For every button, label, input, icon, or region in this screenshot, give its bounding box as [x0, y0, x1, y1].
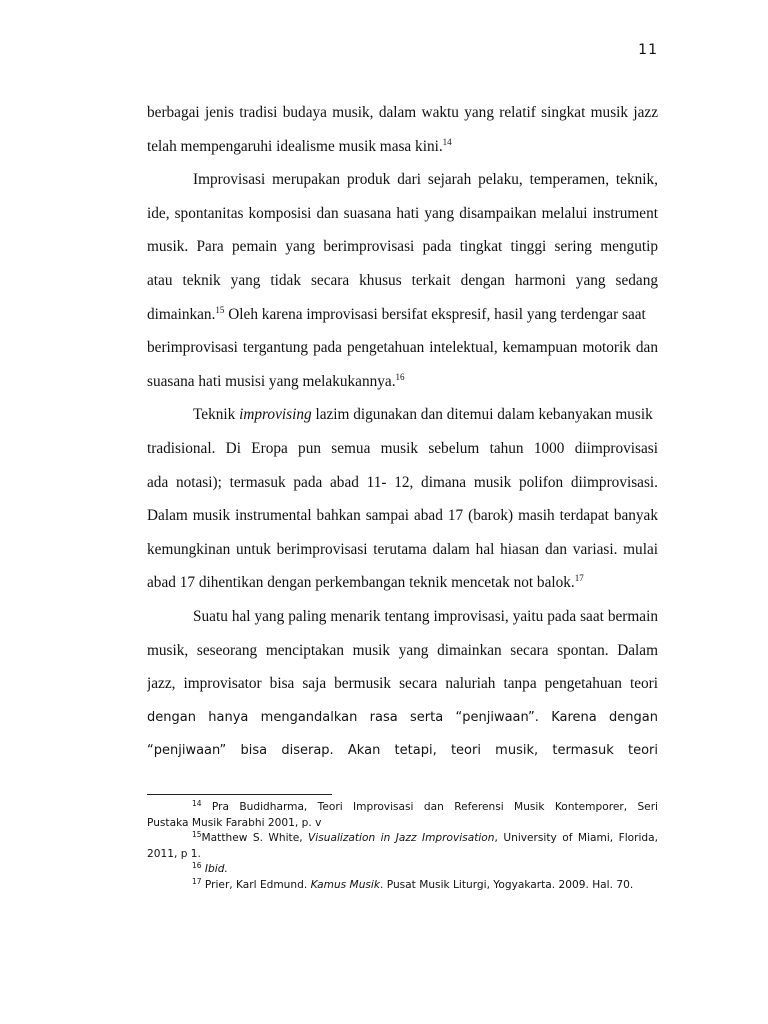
paragraph-line: ada notasi); termasuk pada abad 11- 12, dimana musik polifon diimprovisasi. — [147, 473, 658, 491]
footnote-16 — [147, 862, 658, 878]
footnote-number: 16 — [192, 861, 202, 871]
footnote-text: Prier, Karl Edmund. — [204, 878, 311, 891]
footnote-separator — [147, 794, 332, 795]
paragraph-line: dengan hanya mengandalkan rasa serta “penjiwaan”. Karena dengan — [147, 709, 658, 725]
footnote-ref[interactable]: 17 — [574, 573, 584, 584]
footnote-number: 17 — [192, 876, 202, 886]
paragraph-line: Dalam musik instrumental bahkan sampai abad 17 (barok) masih terdapat banyak — [147, 507, 658, 525]
text-run: lazim digunakan dan ditemui dalam kebanyakan musik — [311, 406, 653, 424]
paragraph-line: musik. Para pemain yang berimprovisasi pada tingkat tinggi sering mengutip — [147, 238, 658, 256]
paragraph-line: ide, spontanitas komposisi dan suasana hati yang disampaikan melalui instrument — [147, 204, 658, 222]
paragraph-line: Suatu hal yang paling menarik tentang improvisasi, yaitu pada saat bermain — [193, 607, 658, 625]
footnote-number: 15 — [192, 831, 202, 840]
paragraph-line: jazz, improvisator bisa saja bermusik secara naluriah tanpa pengetahuan teori — [147, 675, 658, 693]
text-run: telah mempengaruhi idealisme musik masa kini. — [147, 137, 443, 155]
body-text — [147, 96, 658, 768]
footnote-17 — [147, 878, 658, 894]
footnote-text: Matthew S. White, — [201, 832, 309, 845]
paragraph-line: musik, seseorang menciptakan musik yang dimainkan secara spontan. Dalam — [147, 641, 658, 659]
text-run: suasana hati musisi yang melakukannya. — [147, 372, 396, 390]
text-run: Oleh karena improvisasi bersifat ekspresif, hasil yang terdengar saat — [224, 305, 646, 323]
paragraph-line — [147, 298, 658, 332]
paragraph-line: tradisional. Di Eropa pun semua musik sebelum tahun 1000 diimprovisasi — [147, 439, 658, 457]
italic-term: improvising — [239, 406, 312, 424]
page-number: 11 — [638, 42, 658, 58]
text-run: Teknik — [193, 406, 240, 424]
footnote-title: Ibid. — [204, 863, 228, 876]
footnote-title: Kamus Musik — [310, 878, 381, 891]
text-run: dimainkan. — [147, 305, 216, 323]
paragraph-line: berimprovisasi tergantung pada pengetahuan intelektual, kemampuan motorik dan — [147, 339, 658, 357]
paragraph-line: “penjiwaan” bisa diserap. Akan tetapi, teori musik, termasuk teori — [147, 743, 658, 759]
footnote-15 — [147, 831, 658, 847]
footnote-text: Pra Budidharma, Teori Improvisasi dan Referensi Musik Kontemporer, Seri — [201, 801, 658, 813]
footnote-ref[interactable]: 16 — [395, 371, 405, 382]
footnote-title: Visualization in Jazz Improvisation — [308, 832, 495, 845]
footnote-ref[interactable]: 15 — [215, 304, 225, 315]
footnote-text: . Pusat Musik Liturgi, Yogyakarta. 2009. Hal. 70. — [380, 878, 634, 891]
paragraph-line: Improvisasi merupakan produk dari sejarah pelaku, temperamen, teknik, — [193, 171, 658, 189]
paragraph-line — [147, 398, 658, 432]
footnote-text: , University of Miami, Florida, — [494, 832, 658, 845]
footnote-14-cont: Pustaka Musik Farabhi 2001, p. v — [147, 816, 322, 829]
footnote-15-cont: 2011, p 1. — [147, 847, 201, 860]
paragraph-line — [147, 566, 658, 600]
footnotes — [147, 800, 658, 894]
footnote-ref[interactable]: 14 — [442, 136, 452, 147]
paragraph-line — [147, 130, 658, 164]
paragraph-line: atau teknik yang tidak secara khusus terkait dengan harmoni yang sedang — [147, 271, 658, 289]
paragraph-line: berbagai jenis tradisi budaya musik, dalam waktu yang relatif singkat musik jazz — [147, 104, 658, 121]
footnote-number: 14 — [192, 800, 202, 808]
paragraph-line: kemungkinan untuk berimprovisasi terutama dalam hal hiasan dan variasi. mulai — [147, 540, 658, 558]
paragraph-line — [147, 365, 658, 399]
text-run: abad 17 dihentikan dengan perkembangan teknik mencetak not balok. — [147, 574, 575, 592]
footnote-14 — [147, 800, 658, 816]
